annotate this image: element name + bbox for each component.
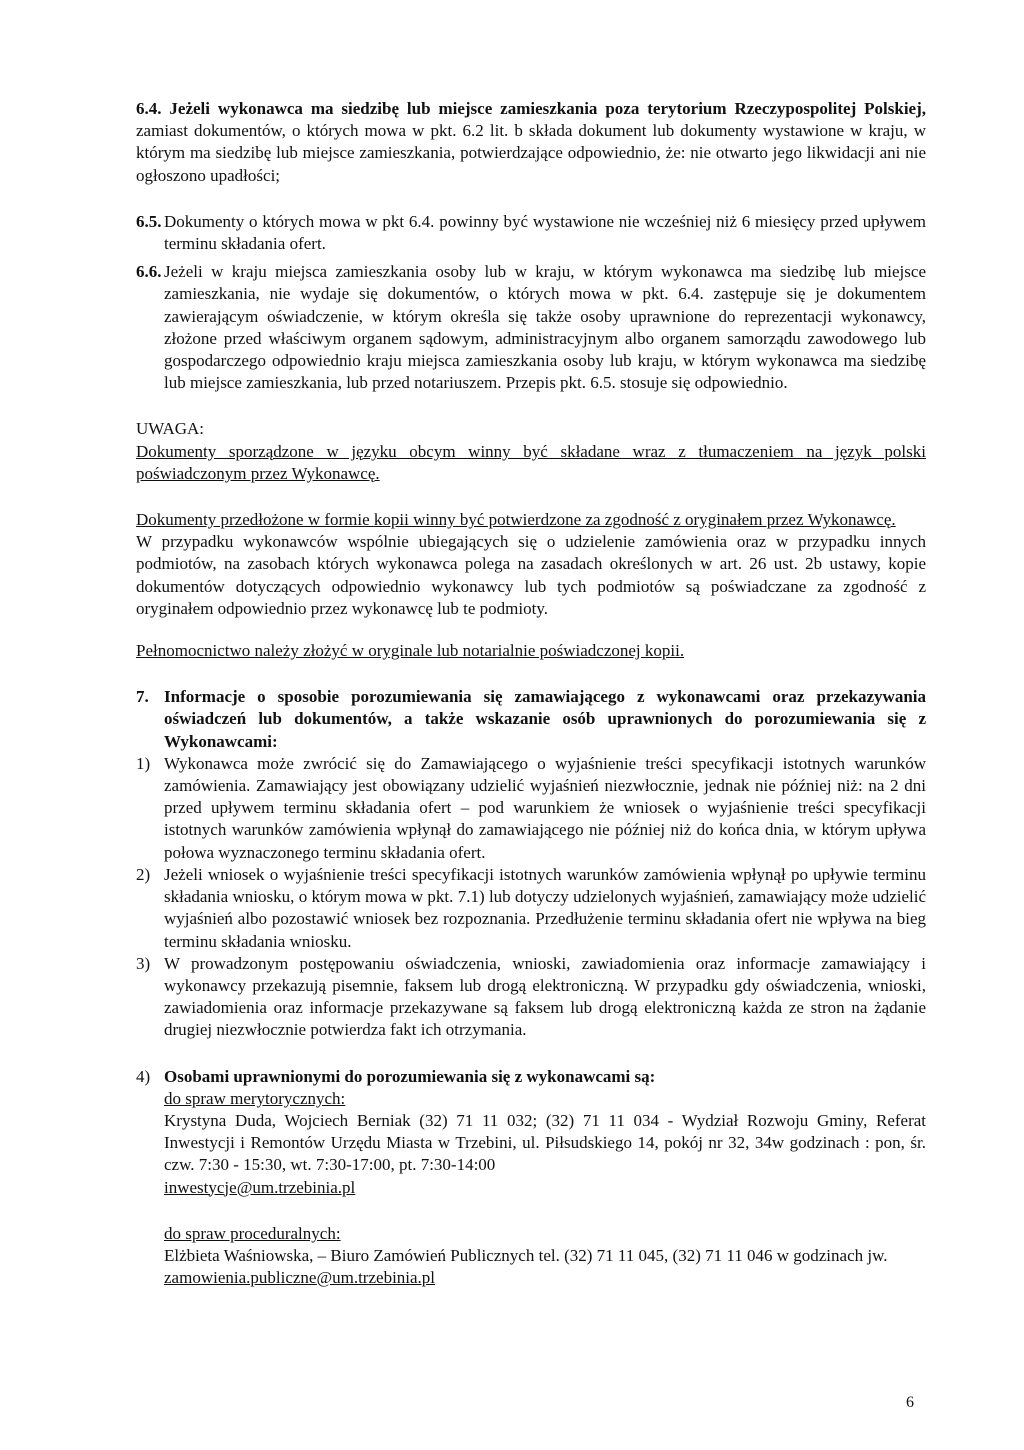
contacts-merit-label: do spraw merytorycznych:: [164, 1088, 346, 1108]
contacts-merit: [136, 1088, 926, 1199]
contacts-procedural: [136, 1223, 926, 1290]
section-6-6-number: 6.6.: [136, 262, 162, 282]
section-7-title: Informacje o sposobie porozumiewania się zamawiającego z wykonawcami oraz przekazywania oświadczeń lub dokumentów, a także wskazanie osób uprawnionych do porozumiewania się z Wykonawcami:: [164, 687, 926, 751]
uwaga-note-copies: Dokumenty przedłożone w formie kopii winny być potwierdzone za zgodność z oryginałem przez Wykonawcę.: [136, 510, 896, 530]
uwaga-joint-bidders-paragraph: W przypadku wykonawców wspólnie ubiegających się o udzielenie zamówienia oraz w przypadku innych podmiotów, na zasobach których wykonawca polega na zasadach określonych w art. 26 ust. 2b ustawy, kopie dokumentów dotyczących odpowiednio wykonawcy lub tych podmiotów są poświadczane za zgodność z oryginałem odpowiednio przez wykonawcę lub te podmioty.: [136, 532, 926, 618]
section-6-4-bold-text: Jeżeli wykonawca ma siedzibę lub miejsce zamieszkania poza terytorium Rzeczypospolitej Polskiej,: [169, 99, 927, 118]
section-6-5: [136, 211, 926, 255]
section-7-item-4-number: 4): [136, 1066, 151, 1086]
uwaga-note-power-of-attorney: Pełnomocnictwo należy złożyć w oryginale lub notarialnie poświadczonej kopii.: [136, 641, 685, 661]
section-6-5-text: Dokumenty o których mowa w pkt 6.4. powinny być wystawione nie wcześniej niż 6 miesięcy przed upływem terminu składania ofert.: [164, 211, 926, 254]
section-6-4-number: 6.4.: [136, 99, 162, 118]
section-6-6-text: Jeżeli w kraju miejsca zamieszkania osoby lub w kraju, w którym wykonawca ma siedzibę lub miejsce zamieszkania, nie wydaje się dokumentów, o których mowa w pkt. 6.4. zastępuje się je dokumentem zawierającym oświadczenie, w którym określa się także osoby uprawnione do reprezentacji wykonawcy, złożone przed właściwym organem sądowym, administracyjnym albo organem samorządu zawodowego lub gospodarczego odpowiednio kraju miejsca zamieszkania osoby lub kraju, w którym wykonawca ma siedzibę lub miejsce zamieszkania, lub przed notariuszem. Przepis pkt. 6.5. stosuje się odpowiednio.: [164, 262, 926, 393]
page-number: 6: [906, 1394, 914, 1411]
section-7-item-1-text: Wykonawca może zwrócić się do Zamawiającego o wyjaśnienie treści specyfikacji istotnych warunków zamówienia. Zamawiający jest obowiązany udzielić wyjaśnień niezwłocznie, jednak nie później niż: na 2 dni przed upływem terminu składania ofert – pod warunkiem że wniosek o wyjaśnienie treści specyfikacji istotnych warunków zamówienia wpłynął do zamawiającego nie później niż do końca dnia, w którym upływa połowa wyznaczonego terminu składania ofert.: [164, 753, 926, 862]
uwaga-heading: UWAGA:: [136, 419, 204, 439]
section-7-item-2-number: 2): [136, 864, 151, 884]
uwaga-note-translation: Dokumenty sporządzone w języku obcym winny być składane wraz z tłumaczeniem na język polski poświadczonym przez Wykonawcę.: [136, 441, 926, 483]
section-7-item-1-number: 1): [136, 753, 151, 773]
contacts-merit-text: Krystyna Duda, Wojciech Berniak (32) 71 11 032; (32) 71 11 034 - Wydział Rozwoju Gminy, Referat Inwestycji i Remontów Urzędu Miasta w Trzebini, ul. Piłsudskiego 14, pokój nr 32, 34w godzinach : pon, śr. czw. 7:30 - 15:30, wt. 7:30-17:00, pt. 7:30-14:00: [164, 1110, 926, 1175]
contacts-procedural-email-link[interactable]: zamowienia.publiczne@um.trzebinia.pl: [164, 1268, 436, 1288]
contacts-procedural-label: do spraw proceduralnych:: [164, 1223, 341, 1243]
section-6-4: [136, 98, 926, 187]
section-7-item-2-text: Jeżeli wniosek o wyjaśnienie treści specyfikacji istotnych warunków zamówienia wpłynął po upływie terminu składania wniosku, o którym mowa w pkt. 7.1) lub dotyczy udzielonych wyjaśnień, zamawiający może udzielić wyjaśnień albo pozostawić wniosek bez rozpoznania. Przedłużenie terminu składania ofert nie wpływa na bieg terminu składania wniosku.: [164, 864, 926, 951]
section-7-item-3-text: W prowadzonym postępowaniu oświadczenia, wnioski, zawiadomienia oraz informacje zamawiający i wykonawcy przekazują pisemnie, faksem lub drogą elektroniczną. W przypadku gdy oświadczenia, wnioski, zawiadomienia oraz informacje przekazywane są faksem lub drogą elektroniczną każda ze stron na żądanie drugiej niezwłocznie potwierdza fakt ich otrzymania.: [164, 953, 926, 1040]
section-7-item-1: [136, 753, 926, 864]
section-7-item-3-number: 3): [136, 953, 151, 973]
section-7-item-4-heading: Osobami uprawnionymi do porozumiewania się z wykonawcami są:: [164, 1066, 656, 1086]
contacts-procedural-text: Elżbieta Waśniowska, – Biuro Zamówień Publicznych tel. (32) 71 11 045, (32) 71 11 046 w godzinach jw.: [164, 1245, 888, 1265]
section-7-item-4: [136, 1066, 926, 1088]
section-7-number: 7.: [136, 687, 149, 707]
section-7-item-2: [136, 864, 926, 953]
document-body: [136, 98, 926, 1289]
section-6-5-number: 6.5.: [136, 211, 162, 231]
section-6-4-text: zamiast dokumentów, o których mowa w pkt. 6.2 lit. b składa dokument lub dokumenty wystawione w kraju, w którym ma siedzibę lub miejsce zamieszkania, potwierdzające odpowiednio, że: nie otwarto jego likwidacji ani nie ogłoszono upadłości;: [136, 121, 926, 185]
section-6-6: [136, 261, 926, 394]
contacts-merit-email-link[interactable]: inwestycje@um.trzebinia.pl: [164, 1177, 356, 1197]
section-7-item-3: [136, 953, 926, 1042]
section-7-heading: [136, 686, 926, 753]
